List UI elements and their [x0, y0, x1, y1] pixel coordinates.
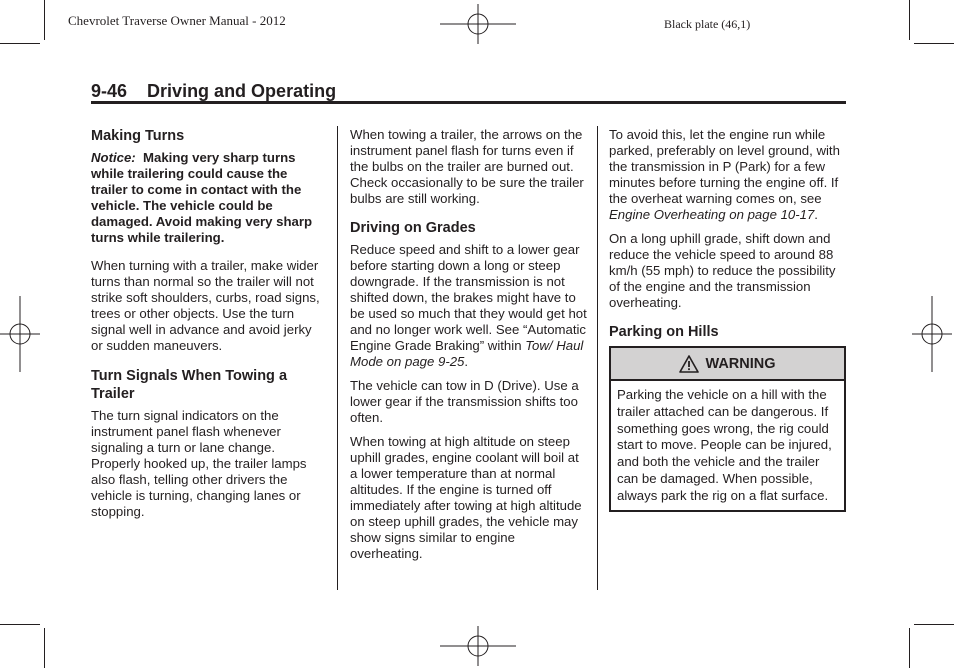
crop-mark [0, 43, 40, 44]
crop-mark [914, 624, 954, 625]
column-divider [337, 126, 338, 590]
engine-overheating-link[interactable]: Engine Overheating on page 10-17 [609, 207, 815, 222]
grades-ref-end: . [464, 354, 469, 369]
altitude-body: When towing at high altitude on steep uphill grades, engine coolant will boil at a lower temperature than at normal altitudes. If the engine is turned off immediately after towing at high altitude on steep uphill grades, the vehicle may show signs similar to engine overheating. [350, 434, 582, 561]
notice-text: Making very sharp turns while trailering could cause the trailer to come in contact with the vehicle. The vehicle could be damaged. Avoid making very sharp turns while trailering. [91, 150, 313, 245]
manual-title: Chevrolet Traverse Owner Manual - 2012 [68, 13, 286, 28]
warning-box [609, 346, 846, 512]
crop-mark [44, 628, 45, 668]
notice-label: Notice: [91, 150, 136, 165]
registration-mark-icon [0, 296, 40, 372]
making-turns-body: When turning with a trailer, make wider turns than normal so the trailer will not strike soft shoulders, curbs, road signs, trees or other objects. Use the turn signal well in advance and avoid jerky or sudden maneuvers. [91, 258, 320, 353]
crop-mark [909, 628, 910, 668]
column-1 [91, 127, 327, 526]
driving-on-grades-heading: Driving on Grades [350, 220, 476, 236]
registration-mark-icon [912, 296, 952, 372]
registration-mark-icon [440, 4, 516, 44]
crop-mark [44, 0, 45, 40]
column-3 [609, 127, 846, 512]
turn-signals-body: The turn signal indicators on the instrument panel flash whenever signaling a turn or lane change. Properly hooked up, the trailer lamps also flash, telling other drivers the vehicle is turning, changing lanes or stopping. [91, 408, 307, 519]
heading-rule [91, 101, 846, 104]
notice-paragraph [91, 150, 327, 246]
tow-haul-link[interactable]: Tow/ Haul Mode on page 9-25 [350, 338, 584, 369]
avoid-body: To avoid this, let the engine run while parked, preferably on level ground, with the transmission in P (Park) for a few minutes before turning the engine off. If the overheat warning comes on, see [609, 127, 840, 206]
warning-triangle-icon [679, 355, 699, 373]
crop-mark [914, 43, 954, 44]
section-title: Driving and Operating [147, 81, 337, 101]
uphill-body: On a long uphill grade, shift down and reduce the vehicle speed to around 88 km/h (55 mph) to reduce the possibility of the engine and the transmission overheating. [609, 231, 836, 310]
warning-body: Parking the vehicle on a hill with the trailer attached can be dangerous. If something goes wrong, the rig could start to move. People can be injured, and both the vehicle and the trailer can be damaged. When possible, always park the rig on a flat surface. [617, 387, 832, 503]
section-heading [91, 81, 336, 102]
crop-mark [909, 0, 910, 40]
registration-mark-icon [440, 626, 516, 666]
plate-label: Black plate (46,1) [664, 17, 751, 31]
avoid-paragraph [609, 127, 846, 223]
crop-mark [0, 624, 40, 625]
page-number: 9-46 [91, 81, 128, 101]
warning-label: WARNING [705, 355, 776, 372]
parking-on-hills-heading: Parking on Hills [609, 324, 719, 340]
column-divider [597, 126, 598, 590]
grades-paragraph [350, 242, 588, 370]
avoid-ref-end: . [814, 207, 818, 222]
warning-header [611, 348, 844, 381]
arrows-body: When towing a trailer, the arrows on the instrument panel flash for turns even if the bulbs on the trailer are burned out. Check occasionally to be sure the trailer bulbs are still working. [350, 127, 584, 206]
column-2 [350, 127, 588, 568]
grades-body: Reduce speed and shift to a lower gear before starting down a long or steep downgrade. If the transmission is not shifted down, the brakes might have to be used so much that they would get hot and no longer work well. See “Automatic Engine Grade Braking” within [350, 242, 587, 353]
turn-signals-heading: Turn Signals When Towing a Trailer [91, 368, 288, 402]
drive-body: The vehicle can tow in D (Drive). Use a lower gear if the transmission shifts too often. [350, 378, 579, 425]
making-turns-heading: Making Turns [91, 128, 185, 144]
